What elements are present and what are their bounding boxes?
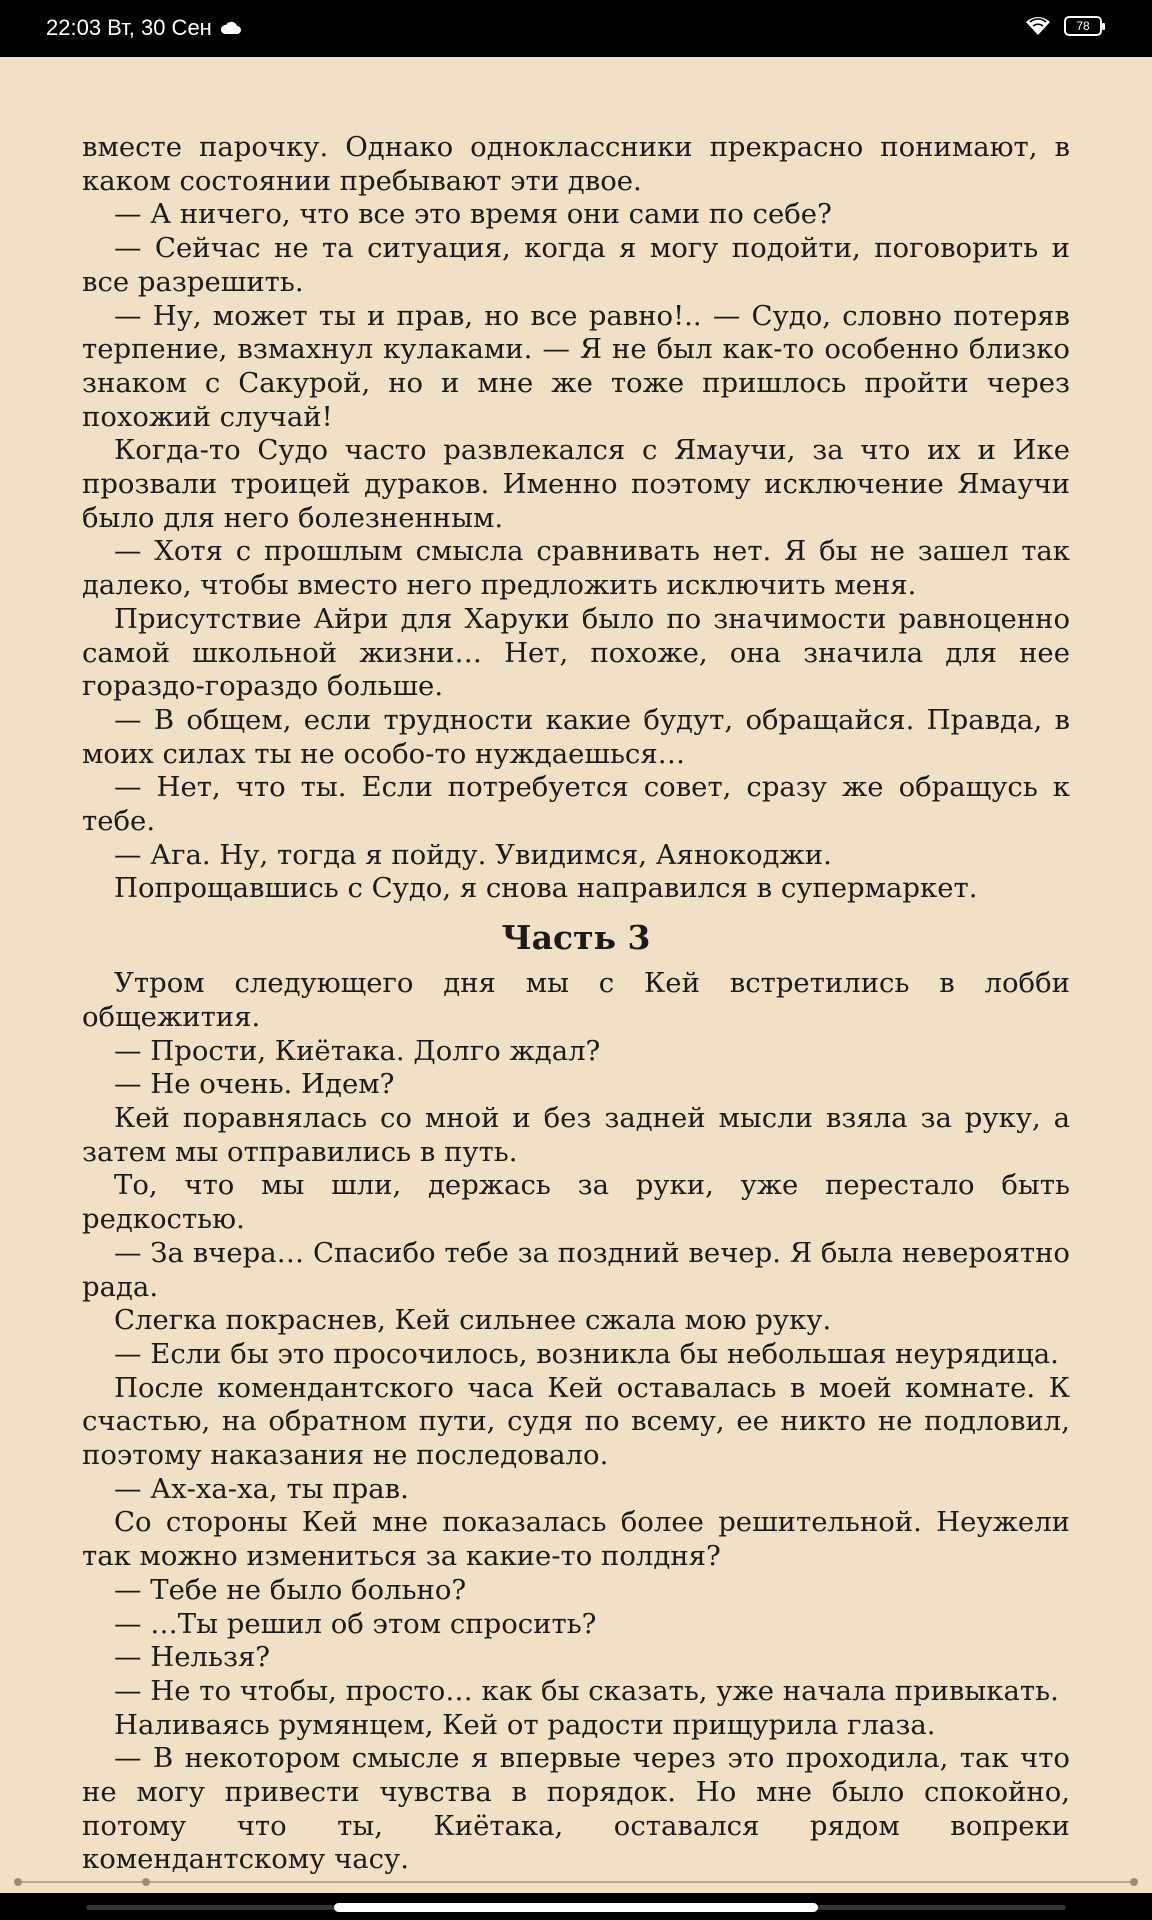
paragraph: Присутствие Айри для Харуки было по значимости равноценно самой школьной жизни… Нет, похоже, она значила для нее гораздо-гораздо больше. — [82, 602, 1070, 703]
paragraph: Слегка покраснев, Кей сильнее сжала мою руку. — [114, 1304, 832, 1337]
paragraph: Попрощавшись с Судо, я снова направился в супермаркет. — [114, 872, 978, 905]
paragraph: — В некотором смысле я впервые через это проходила, так что не могу привести чувства в порядок. Но мне было спокойно, потому что ты, Киётака, оставался рядом вопреки комендантскому часу. — [82, 1742, 1070, 1876]
wifi-icon — [1024, 15, 1052, 37]
paragraphs-before-chapter — [82, 131, 1070, 906]
paragraph: Наливаясь румянцем, Кей от радости прищурила глаза. — [114, 1708, 936, 1741]
paragraph: — Нет, что ты. Если потребуется совет, сразу же обращусь к тебе. — [82, 771, 1070, 838]
paragraph: вместе парочку. Однако одноклассники прекрасно понимают, в каком состоянии пребывают эти двое. — [82, 131, 1070, 197]
paragraph: — Не очень. Идем? — [114, 1068, 395, 1101]
paragraph: — Ну, может ты и прав, но все равно!.. — Судо, словно потеряв терпение, взмахнул кулаками. — Я не был как-то особенно близко знаком с Сакурой, но и мне же тоже пришлось пройти через похожий случай! — [82, 299, 1070, 433]
reading-progress-bar[interactable] — [14, 1876, 1138, 1888]
paragraph: — В общем, если трудности какие будут, обращайся. Правда, в моих силах ты не особо-то нуждаешься… — [82, 703, 1070, 770]
paragraph: То, что мы шли, держась за руки, уже перестало быть редкостью. — [82, 1169, 1070, 1236]
progress-track — [14, 1881, 1138, 1883]
progress-start-dot — [14, 1878, 22, 1886]
battery-level: 78 — [1076, 19, 1090, 33]
paragraph: — Ага. Ну, тогда я пойду. Увидимся, Аянокоджи. — [114, 838, 832, 871]
status-left — [46, 15, 242, 41]
progress-knob[interactable] — [142, 1878, 150, 1886]
chapter-title: Часть 3 — [501, 918, 651, 958]
battery-icon — [1064, 16, 1102, 36]
paragraph: Когда-то Судо часто развлекался с Ямаучи, за что их и Ике прозвали троицей дураков. Именно поэтому исключение Ямаучи было для него болезненным. — [82, 434, 1070, 534]
cloud-icon — [220, 21, 242, 35]
paragraph: — Прости, Киётака. Долго ждал? — [114, 1034, 601, 1067]
status-time-date: 22:03 Вт, 30 Сен — [46, 15, 212, 40]
paragraph: — За вчера… Спасибо тебе за поздний вечер. Я была невероятно рада. — [82, 1236, 1070, 1303]
status-bar — [0, 0, 1152, 57]
paragraph: — Хотя с прошлым смысла сравнивать нет. Я бы не зашел так далеко, чтобы вместо него предложить исключить меня. — [82, 535, 1070, 602]
paragraph: — Ах-ха-ха, ты прав. — [114, 1472, 409, 1505]
paragraph: — А ничего, что все это время они сами по себе? — [114, 198, 832, 231]
paragraph: — Нельзя? — [114, 1641, 271, 1674]
paragraph: Со стороны Кей мне показалась более решительной. Неужели так можно измениться за какие-то полдня? — [82, 1506, 1070, 1573]
progress-end-dot — [1130, 1878, 1138, 1886]
paragraph: — …Ты решил об этом спросить? — [114, 1607, 597, 1640]
paragraph: — Сейчас не та ситуация, когда я могу подойти, поговорить и все разрешить. — [82, 232, 1070, 298]
status-right — [1024, 15, 1102, 37]
paragraph: — Не то чтобы, просто… как бы сказать, уже начала привыкать. — [114, 1674, 1059, 1707]
system-navigation-bar — [0, 1893, 1152, 1920]
book-page-text[interactable] — [82, 131, 1070, 1877]
paragraph: Утром следующего дня мы с Кей встретились в лобби общежития. — [82, 967, 1070, 1033]
home-gesture-handle[interactable] — [334, 1903, 818, 1912]
paragraphs-after-chapter — [82, 967, 1070, 1877]
paragraph: После комендантского часа Кей оставалась в моей комнате. К счастью, на обратном пути, судя по всему, ее никто не подловил, поэтому наказания не последовало. — [82, 1371, 1070, 1472]
paragraph: — Если бы это просочилось, возникла бы небольшая неурядица. — [114, 1337, 1059, 1370]
paragraph: — Тебе не было больно? — [114, 1573, 467, 1606]
paragraph: Кей поравнялась со мной и без задней мысли взяла за руку, а затем мы отправились в путь. — [82, 1101, 1070, 1168]
